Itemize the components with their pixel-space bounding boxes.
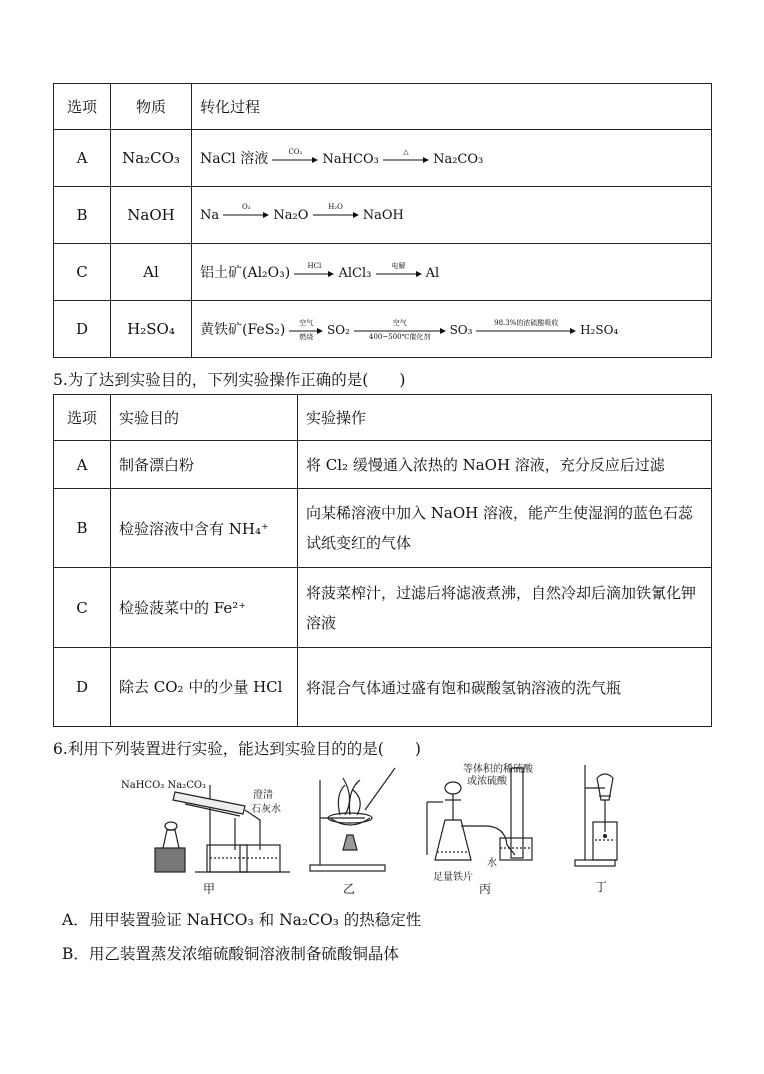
arrow-label: O₂ [242,203,251,211]
table-row [54,130,712,187]
label-bing: 丙 [479,882,492,896]
reaction-arrow [354,318,446,341]
label-bing-acid-1: 等体积的稀硫酸 [463,764,533,775]
header-option: 选项 [54,395,111,441]
row-operation: 将 Cl₂ 缓慢通入浓热的 NaOH 溶液，充分反应后过滤 [298,441,712,489]
process-start: 黄铁矿(FeS₂) [200,322,286,338]
arrow-sublabel: 400~500℃催化剂 [369,332,431,341]
row-substance: Al [111,244,192,301]
reaction-arrow [272,147,318,164]
row-substance: NaOH [111,187,192,244]
arrow-label: 空气 [392,318,407,327]
conversion-table [53,83,712,358]
question-5-stem: 5.为了达到实验目的，下列实验操作正确的是( ) [53,371,406,389]
process-mid: SO₂ [327,323,350,337]
experiment-table [53,394,712,727]
row-option: A [54,441,111,489]
process-end: NaOH [362,207,404,223]
question-6-option-a: A．用甲装置验证 NaHCO₃ 和 Na₂CO₃ 的热稳定性 [62,911,422,929]
header-operation: 实验操作 [298,395,712,441]
process-end: H₂SO₄ [580,323,619,337]
label-bing-acid-2: 或浓硫酸 [467,776,507,787]
row-operation: 向某稀溶液中加入 NaOH 溶液，能产生使湿润的蓝色石蕊试纸变红的气体 [298,489,712,568]
label-jia-limewater-2: 石灰水 [251,804,281,815]
reaction-arrow [476,318,576,335]
reaction-arrow [376,261,422,278]
reaction-arrow [313,203,359,219]
header-purpose: 实验目的 [111,395,298,441]
row-process [192,244,712,301]
row-process [192,130,712,187]
label-ding: 丁 [595,880,608,894]
table-row [54,187,712,244]
arrow-sublabel: 燃烧 [299,332,314,341]
apparatus-figure [115,760,655,895]
process-mid: AlCl₃ [338,266,372,281]
row-process [192,187,712,244]
row-option: C [54,568,111,648]
row-substance: Na₂CO₃ [111,130,192,187]
table-header-row [54,395,712,441]
row-option: A [54,130,111,187]
header-substance: 物质 [111,84,192,130]
process-end: Na₂CO₃ [433,152,484,167]
process-mid: NaHCO₃ [322,152,379,167]
process-start: Na [200,207,220,223]
row-purpose: 除去 CO₂ 中的少量 HCl [111,648,298,727]
row-option: D [54,648,111,727]
row-purpose: 制备漂白粉 [111,441,298,489]
table-row [54,301,712,358]
table-header-row [54,84,712,130]
label-jia: 甲 [203,882,216,896]
arrow-label: HCl [307,261,322,270]
question-6-stem: 6.利用下列装置进行实验，能达到实验目的的是( ) [53,740,421,758]
label-bing-iron: 足量铁片 [433,872,473,883]
process-end: Al [425,266,440,281]
reaction-arrow [294,261,334,278]
process-start: NaCl 溶液 [200,151,269,167]
arrow-label: 电解 [391,261,406,270]
label-jia-reagents: NaHCO₃ Na₂CO₃ [121,780,207,791]
row-option: C [54,244,111,301]
row-option: D [54,301,111,358]
row-option: B [54,489,111,568]
table-row [54,489,712,568]
label-jia-limewater-1: 澄清 [253,790,273,801]
table-row [54,244,712,301]
reaction-arrow [223,203,269,219]
row-option: B [54,187,111,244]
label-yi: 乙 [343,882,356,896]
table-row [54,441,712,489]
row-operation: 将菠菜榨汁，过滤后将滤液煮沸，自然冷却后滴加铁氰化钾溶液 [298,568,712,648]
row-purpose: 检验菠菜中的 Fe²⁺ [111,568,298,648]
row-process [192,301,712,358]
arrow-label: △ [403,147,409,156]
row-operation: 将混合气体通过盛有饱和碳酸氢钠溶液的洗气瓶 [298,648,712,727]
process-mid: Na₂O [273,207,309,223]
arrow-label: CO₂ [288,147,303,156]
reaction-arrow [383,147,429,164]
row-substance: H₂SO₄ [111,301,192,358]
reaction-arrow [289,318,323,341]
arrow-label: 98.3%的浓硫酸吸收 [494,318,559,327]
table-row [54,568,712,648]
process-mid2: SO₃ [449,323,473,337]
process-start: 铝土矿(Al₂O₃) [200,265,291,281]
question-6-option-b: B．用乙装置蒸发浓缩硫酸铜溶液制备硫酸铜晶体 [62,945,399,963]
arrow-label: H₂O [328,203,343,211]
label-bing-water: 水 [487,858,497,869]
table-row [54,648,712,727]
header-option: 选项 [54,84,111,130]
header-process: 转化过程 [192,84,712,130]
row-purpose: 检验溶液中含有 NH₄⁺ [111,489,298,568]
arrow-label: 空气 [299,318,314,327]
